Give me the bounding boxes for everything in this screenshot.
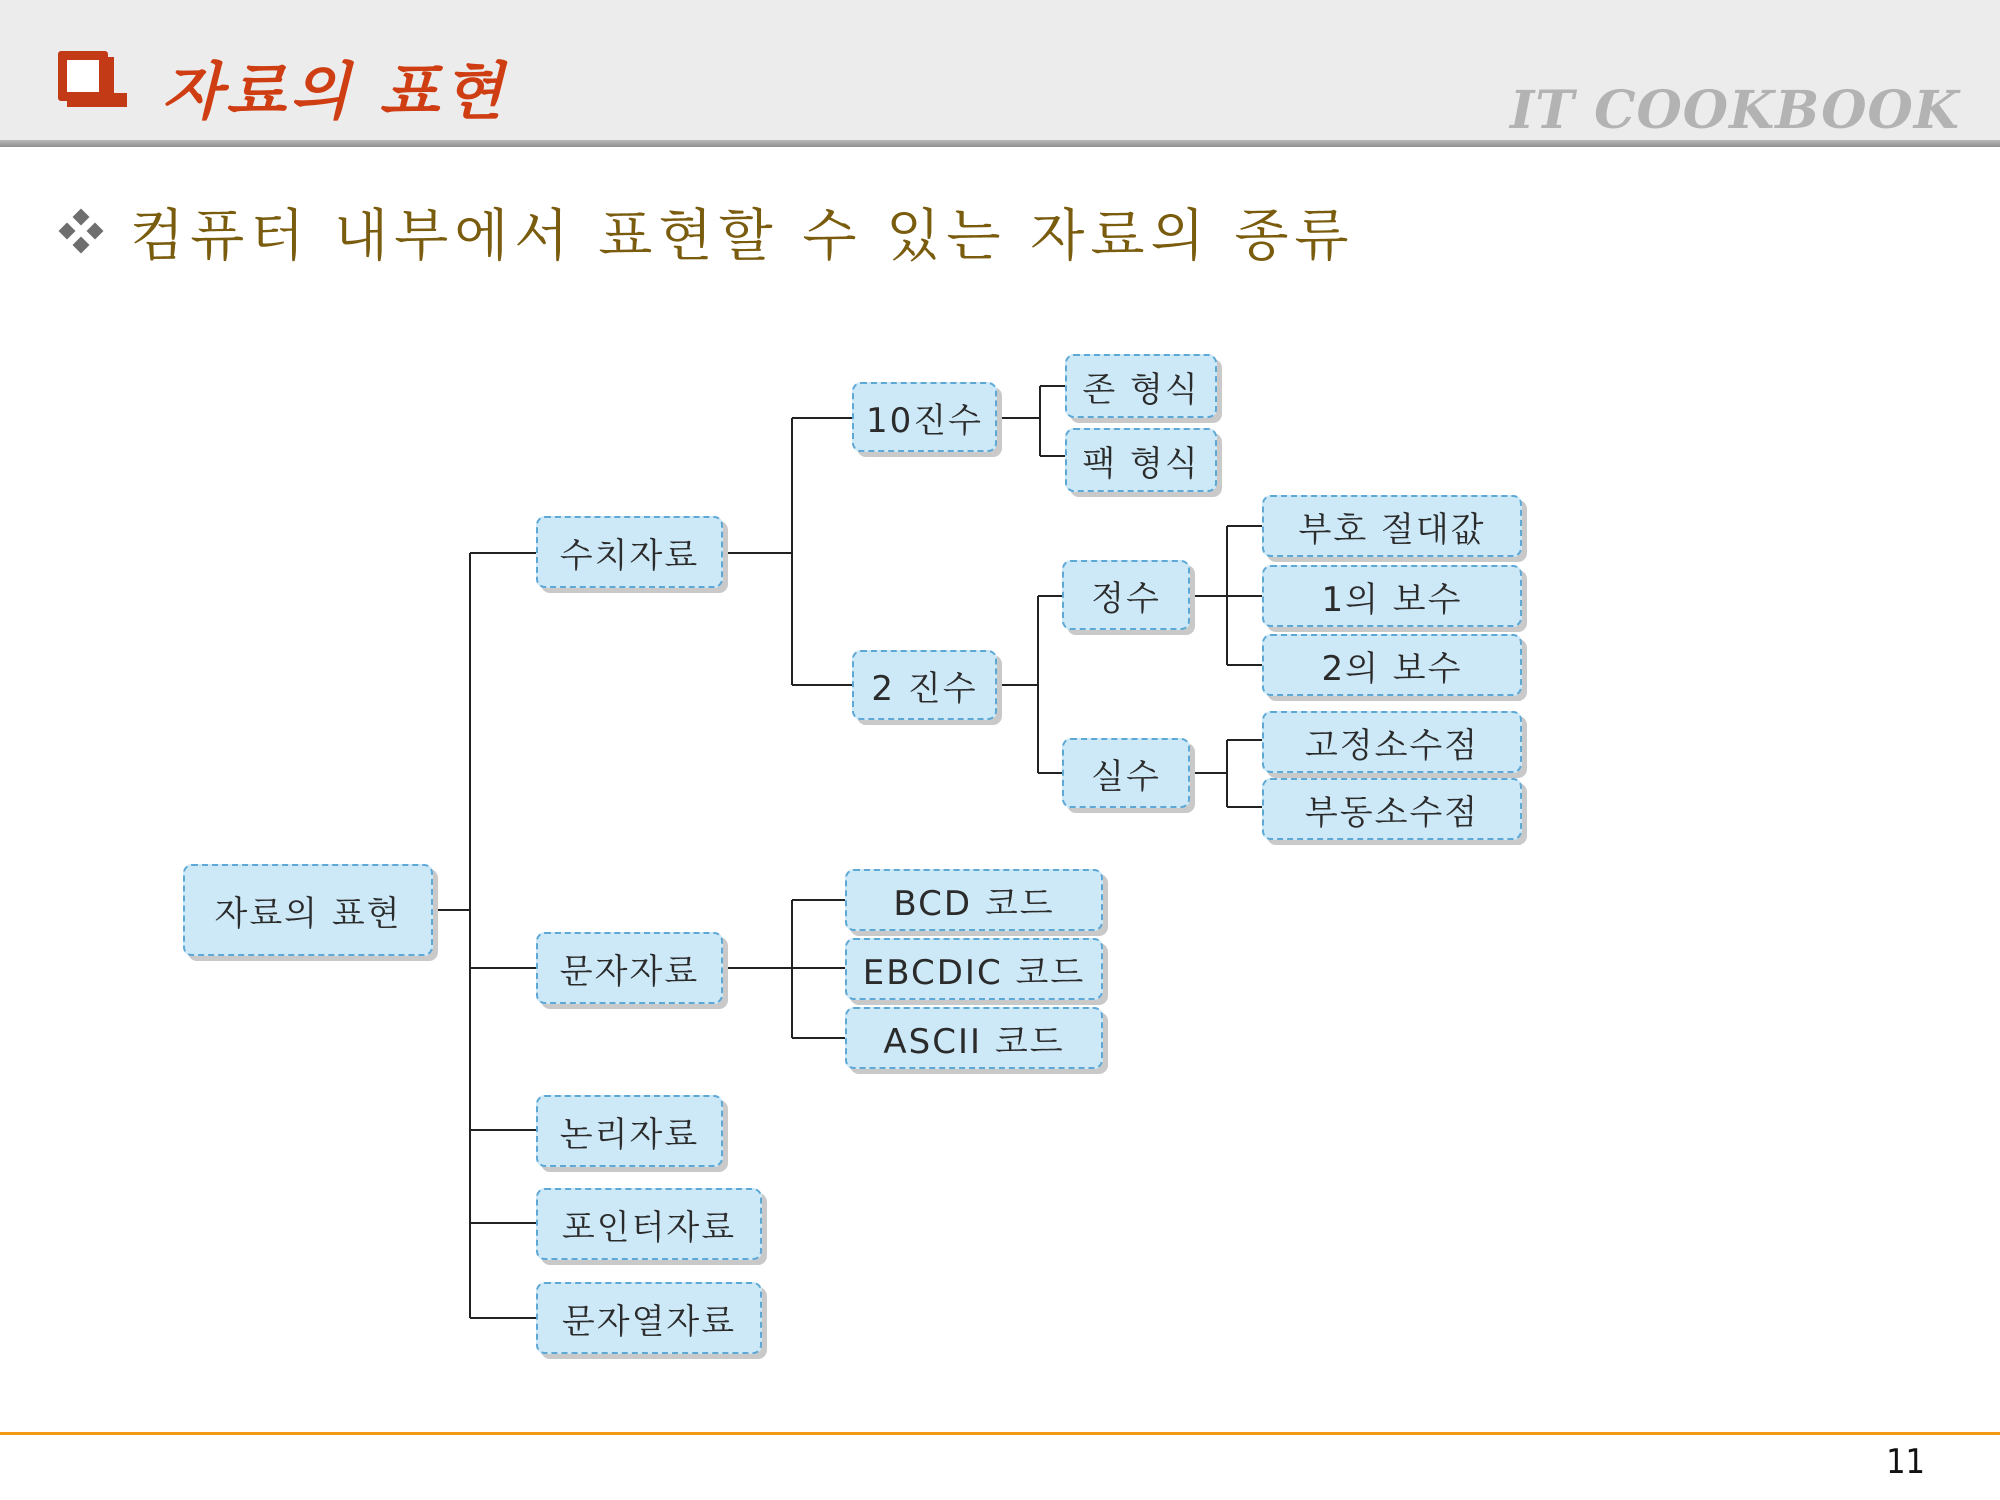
node-logical: 논리자료 (536, 1095, 723, 1167)
footer-divider (0, 1432, 2000, 1435)
node-decimal: 10진수 (852, 382, 997, 452)
node-ones-complement: 1의 보수 (1262, 565, 1522, 627)
node-numeric: 수치자료 (536, 516, 723, 588)
node-twos-complement: 2의 보수 (1262, 634, 1522, 696)
node-ebcdic: EBCDIC 코드 (845, 938, 1103, 1000)
node-root: 자료의 표현 (183, 864, 433, 956)
node-binary: 2 진수 (852, 650, 997, 720)
node-fixed-point: 고정소수점 (1262, 711, 1522, 773)
node-string: 문자열자료 (536, 1282, 762, 1354)
node-sign-magnitude: 부호 절대값 (1262, 495, 1522, 557)
node-ascii: ASCII 코드 (845, 1007, 1103, 1069)
node-floating-point: 부동소수점 (1262, 778, 1522, 840)
brand-logo: IT COOKBOOK (1509, 80, 1960, 141)
node-packed: 팩 형식 (1065, 428, 1217, 492)
node-pointer: 포인터자료 (536, 1188, 762, 1260)
slide-title: 자료의 표현 (162, 55, 508, 128)
node-bcd: BCD 코드 (845, 869, 1103, 931)
page-number: 11 (1886, 1442, 1925, 1482)
node-integer: 정수 (1062, 560, 1190, 630)
node-character: 문자자료 (536, 932, 723, 1004)
node-real: 실수 (1062, 738, 1190, 808)
node-zoned: 존 형식 (1065, 354, 1217, 418)
subtitle-text: 컴퓨터 내부에서 표현할 수 있는 자료의 종류 (130, 204, 1355, 269)
